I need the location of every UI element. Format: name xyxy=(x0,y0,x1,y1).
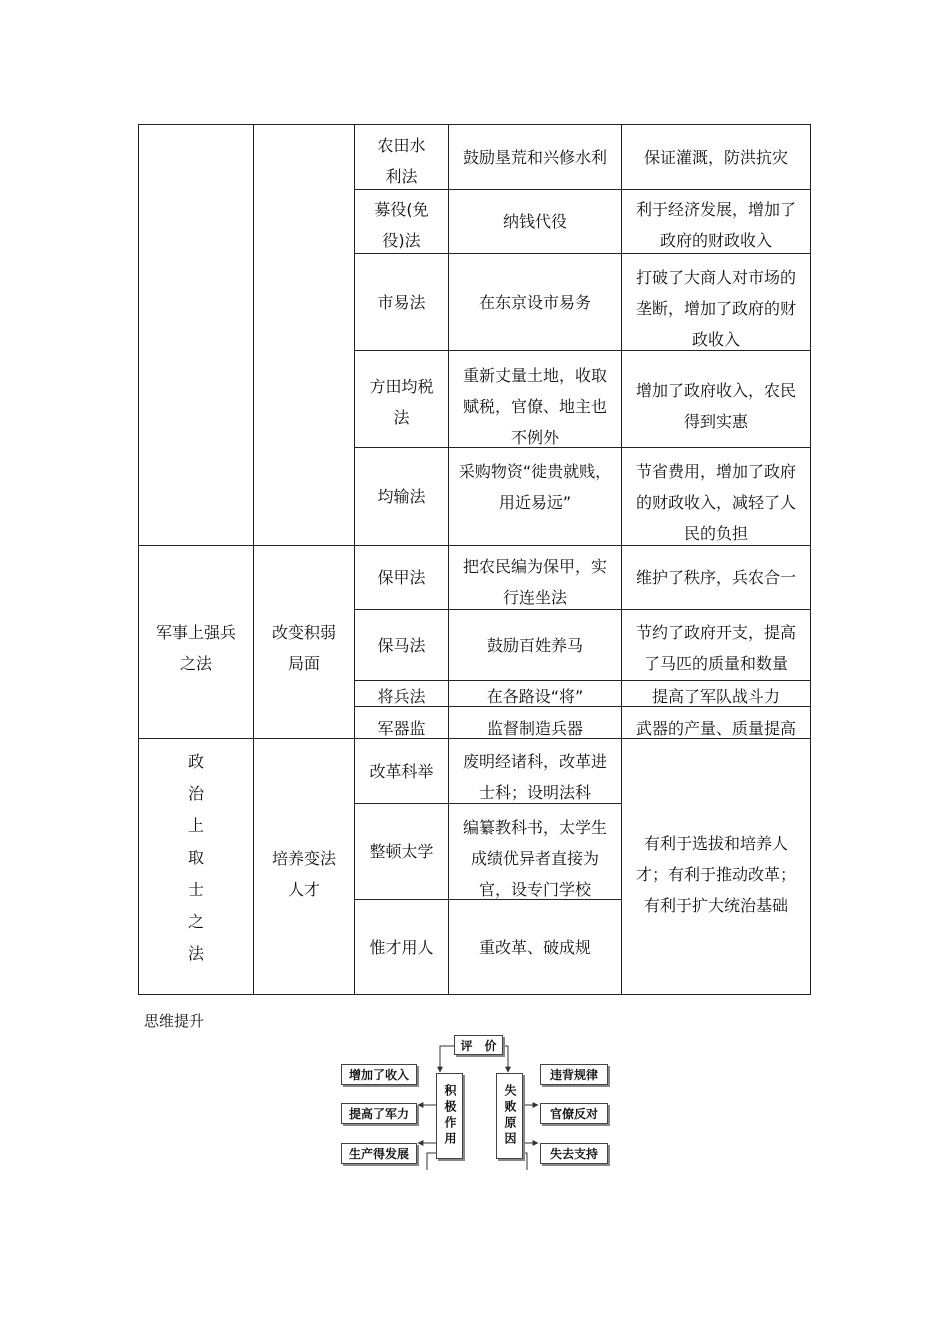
law-weicai: 惟才用人 xyxy=(369,937,434,957)
effect-muyi: 利于经济发展，增加了政府的财政收入 xyxy=(635,200,796,250)
diagram-left-branch xyxy=(436,1073,463,1159)
content-nongtian: 鼓励垦荒和兴修水利 xyxy=(462,147,607,167)
law-junqi: 军器监 xyxy=(377,719,426,738)
effect-baoma: 节约了政府开支，提高了马匹的质量和数量 xyxy=(635,623,796,673)
diagram-left-branch-text: 积极作用 xyxy=(443,1084,457,1148)
content-muyi: 纳钱代役 xyxy=(502,212,567,231)
law-shiyi: 市易法 xyxy=(377,292,426,312)
content-baoma: 鼓励百姓养马 xyxy=(486,635,583,655)
law-junshu: 均输法 xyxy=(377,487,426,506)
diagram-right-item: 失去支持 xyxy=(540,1143,608,1164)
effect-fangtian: 增加了政府收入，农民得到实惠 xyxy=(635,381,796,431)
content-taixue: 编纂教科书，太学生成绩优异者直接为官，设专门学校 xyxy=(462,817,607,899)
content-shiyi: 在东京设市易务 xyxy=(478,292,591,312)
law-nongtian: 农田水利法 xyxy=(377,136,426,186)
content-junqi: 监督制造兵器 xyxy=(486,719,583,738)
effect-junshu: 节省费用，增加了政府的财政收入，减轻了人民的负担 xyxy=(635,461,796,543)
content-fangtian: 重新丈量土地，收取赋税，官僚、地主也不例外 xyxy=(462,365,607,447)
content-keju: 废明经诸科，改革进士科；设明法科 xyxy=(462,752,607,802)
diagram-right-branch-text: 失败原因 xyxy=(503,1084,517,1148)
law-taixue: 整顿太学 xyxy=(369,842,434,861)
content-baojia: 把农民编为保甲，实行连坐法 xyxy=(462,557,607,607)
law-baojia: 保甲法 xyxy=(377,568,426,587)
effect-nongtian: 保证灌溉，防洪抗灾 xyxy=(643,147,788,167)
law-keju: 改革科举 xyxy=(369,761,434,781)
law-muyi: 募役(免役)法 xyxy=(374,200,429,250)
diagram-left-item: 生产得发展 xyxy=(341,1143,417,1164)
diagram-right-branch xyxy=(496,1073,523,1159)
effect-junqi: 武器的产量、质量提高 xyxy=(635,719,796,738)
effect-shiyi: 打破了大商人对市场的垄断，增加了政府的财政收入 xyxy=(635,267,796,349)
category-military: 军事上强兵之法 xyxy=(155,623,236,673)
effect-political: 有利于选拔和培养人才；有利于推动改革；有利于扩大统治基础 xyxy=(635,833,796,915)
content-junshu: 采购物资“徙贵就贱，用近易远” xyxy=(458,462,612,512)
purpose-military: 改变积弱局面 xyxy=(271,623,336,673)
diagram-left-item: 增加了收入 xyxy=(341,1064,417,1085)
category-political xyxy=(139,745,253,970)
category-political-text: 政治上取士之法 xyxy=(187,751,204,963)
diagram-right-item: 官僚反对 xyxy=(540,1103,608,1124)
law-baoma: 保马法 xyxy=(377,635,426,655)
content-jiangbing: 在各路设“将” xyxy=(486,687,584,706)
section-heading: 思维提升 xyxy=(144,1012,205,1030)
purpose-political: 培养变法人才 xyxy=(271,849,336,899)
content-weicai: 重改革、破成规 xyxy=(478,937,591,957)
diagram-right-item: 违背规律 xyxy=(540,1064,608,1085)
effect-jiangbing: 提高了军队战斗力 xyxy=(651,687,780,706)
effect-baojia: 维护了秩序，兵农合一 xyxy=(635,568,796,587)
law-fangtian: 方田均税法 xyxy=(369,377,434,427)
law-jiangbing: 将兵法 xyxy=(377,687,426,706)
diagram-root-box: 评 价 xyxy=(454,1035,503,1055)
diagram-left-item: 提高了军力 xyxy=(341,1103,417,1124)
